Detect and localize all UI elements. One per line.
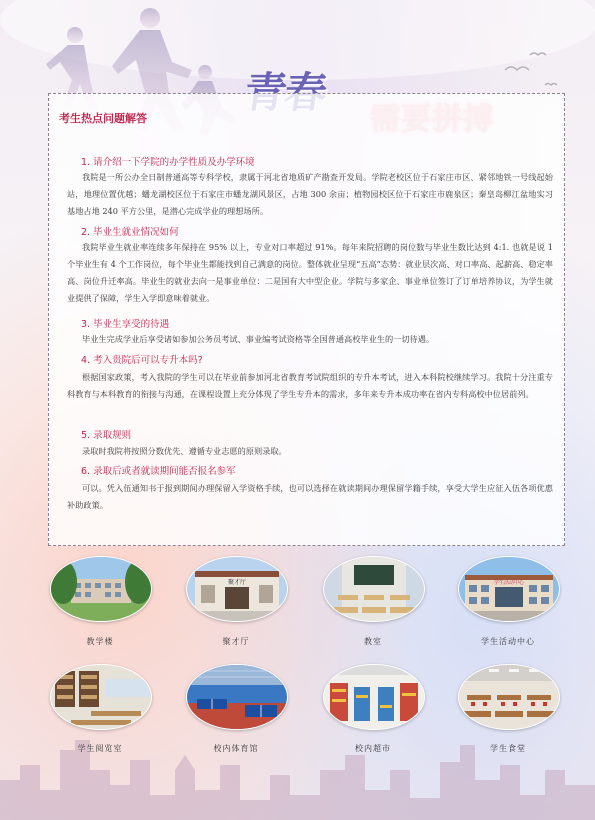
hall-sign: 聚才厅: [227, 579, 247, 586]
question-3: 3. 毕业生享受的待遇: [81, 319, 170, 330]
question-4: 4. 考入贵院后可以专升本吗?: [81, 355, 203, 366]
photo-teaching-building: [50, 556, 152, 622]
photo-reading-room: [50, 664, 152, 730]
answer-6: 可以。凭入伍通知书于报到期间办理保留入学资格手续，也可以选择在就读期间办理保留学籍手续，享受大学生应征入伍各项优惠补助政策。: [67, 483, 553, 510]
faq-panel: [48, 93, 565, 546]
activity-center-icon: [459, 557, 559, 621]
question-2: 2. 毕业生就业情况如何: [81, 227, 179, 238]
supermarket-icon: [324, 665, 424, 729]
caption-gymnasium: 校内体育馆: [213, 744, 259, 753]
answer-5: 录取时我院将按照分数优先、遵循专业志愿的原则录取。: [82, 446, 287, 456]
question-6: 6. 录取后或者就读期间能否报名参军: [81, 466, 236, 477]
caption-reading-room: 学生阅览室: [77, 744, 123, 753]
reading-room-icon: [51, 665, 151, 729]
caption-hall: 聚才厅: [222, 637, 250, 646]
answer-4: 根据国家政策，考入我院的学生可以在毕业前参加河北省教育考试院组织的专升本考试，进入本科院校继续学习。我院十分注重专科教育与本科教育的衔接与沟通，在课程设置上充分体现了学生专升本的需求，多年来专升本成功率在省内专科高校中位居前列。: [67, 372, 553, 399]
gymnasium-icon: [187, 665, 287, 729]
photo-classroom: [323, 556, 425, 622]
teaching-building-icon: [51, 557, 151, 621]
photo-cafeteria: [458, 664, 560, 730]
caption-classroom: 教室: [364, 637, 382, 646]
photo-supermarket: [323, 664, 425, 730]
caption-cafeteria: 学生食堂: [490, 744, 526, 753]
caption-activity-center: 学生活动中心: [481, 637, 535, 646]
question-5: 5. 录取规则: [81, 430, 132, 441]
photo-hall: [186, 556, 288, 622]
classroom-icon: [324, 557, 424, 621]
hall-building-icon: [187, 557, 287, 621]
photo-activity-center: [458, 556, 560, 622]
photo-gymnasium: [186, 664, 288, 730]
cafeteria-icon: [459, 665, 559, 729]
question-1: 1. 请介绍一下学院的办学性质及办学环境: [81, 157, 255, 168]
center-sign: 学生活动中心: [493, 580, 525, 586]
section-title: 考生热点问题解答: [59, 112, 147, 125]
answer-1: 我院是一所公办全日制普通高等专科学校，隶属于河北省地质矿产勘查开发局。学院老校区位于石家庄市区、紧邻地铁一号线起始站，地理位置优越；蟠龙湖校区位于石家庄市蟠龙湖风景区，占地 300 余亩；植物园校区位于石家庄市鹿泉区；秦皇岛柳江盆地实习基地占地 240 平方公里，是潜心完成学业的理想场所。: [67, 172, 553, 216]
answer-3: 毕业生完成学业后享受诸如参加公务员考试、事业编考试资格等全国普通高校毕业生的一切待遇。: [82, 334, 435, 344]
caption-supermarket: 校内超市: [355, 744, 391, 753]
answer-2: 我院毕业生就业率连续多年保持在 95% 以上，专业对口率超过 91%。每年来院招聘的岗位数与毕业生数比达到 4:1. 也就是说 1 个毕业生有 4 个工作岗位，每个毕业生都能找到自己满意的岗位。整体就业呈现“五高”态势：就业层次高、对口率高、起薪高、稳定率高、岗位升迁率高。毕业生的就业去向一是事业单位：二是国有大中型企业。学院与多家企、事业单位签订了订单培养协议，为学生就业提供了保障，学生入学即意味着就业。: [67, 242, 553, 303]
caption-teaching-building: 教学楼: [86, 637, 114, 646]
